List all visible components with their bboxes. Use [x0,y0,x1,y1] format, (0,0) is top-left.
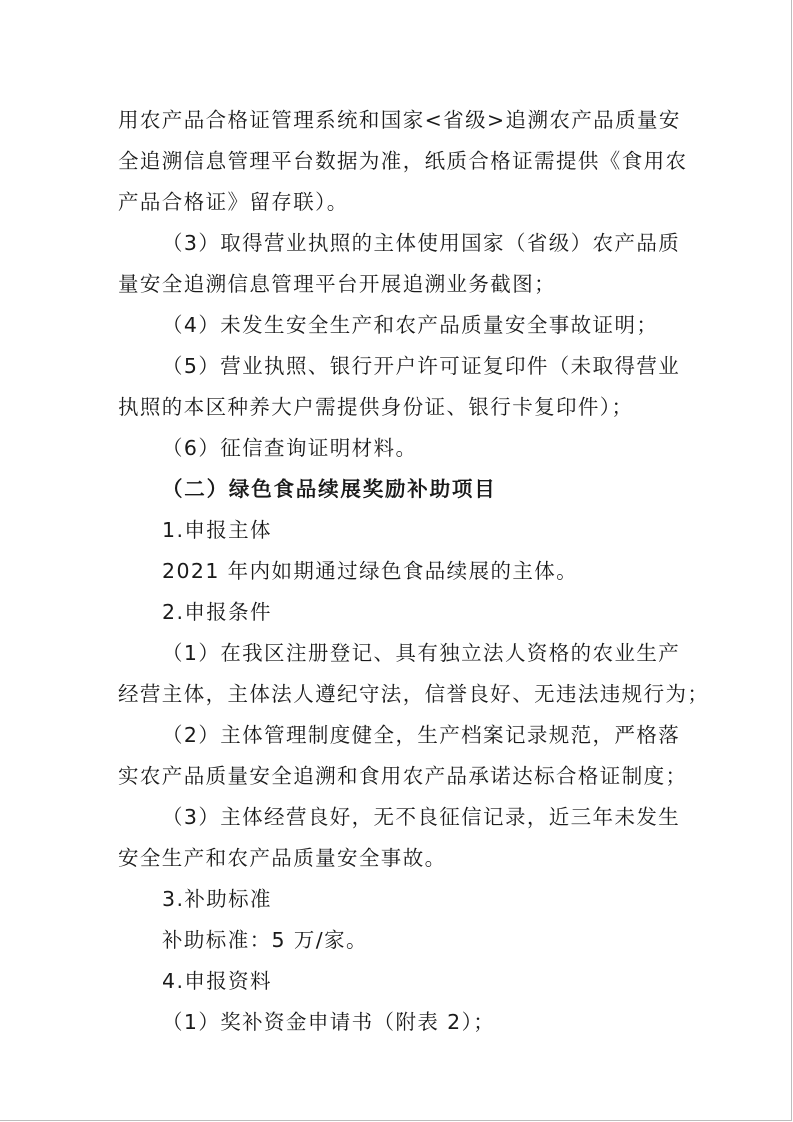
paragraph-line: 经营主体，主体法人遵纪守法，信誉良好、无违法违规行为； [118,682,710,706]
paragraph-line: （1）在我区注册登记、具有独立法人资格的农业生产 [162,641,681,665]
subsection-title: 2.申报条件 [162,600,272,624]
section-heading: （二）绿色食品续展奖励补助项目 [162,477,497,501]
paragraph-line: （3）主体经营良好，无不良征信记录，近三年未发生 [162,805,681,829]
paragraph-line: （5）营业执照、银行开户许可证复印件（未取得营业 [162,354,681,378]
paragraph-line: 执照的本区种养大户需提供身份证、银行卡复印件）； [118,395,634,419]
paragraph-line: 安全生产和农产品质量安全事故。 [118,846,447,870]
paragraph-line: 全追溯信息管理平台数据为准，纸质合格证需提供《食用农 [118,149,688,173]
paragraph-line: 实农产品质量安全追溯和食用农产品承诺达标合格证制度； [118,764,688,788]
paragraph-line: 用农产品合格证管理系统和国家<省级>追溯农产品质量安 [118,108,681,132]
subsection-title: 3.补助标准 [162,887,272,911]
paragraph-line: （3）取得营业执照的主体使用国家（省级）农产品质 [162,231,681,255]
paragraph-line: （2）主体管理制度健全，生产档案记录规范，严格落 [162,723,681,747]
paragraph-line: 2021 年内如期通过绿色食品续展的主体。 [162,559,579,583]
paragraph-line: （6）征信查询证明材料。 [162,436,418,460]
paragraph-line: 补助标准：5 万/家。 [162,928,368,952]
subsection-title: 1.申报主体 [162,518,272,542]
paragraph-line: （4）未发生安全生产和农产品质量安全事故证明； [162,313,659,337]
paragraph-line: 量安全追溯信息管理平台开展追溯业务截图； [118,272,556,296]
paragraph-line: 产品合格证》留存联）。 [118,190,349,214]
subsection-title: 4.申报资料 [162,969,272,993]
paragraph-line: （1）奖补资金申请书（附表 2）； [162,1010,496,1034]
